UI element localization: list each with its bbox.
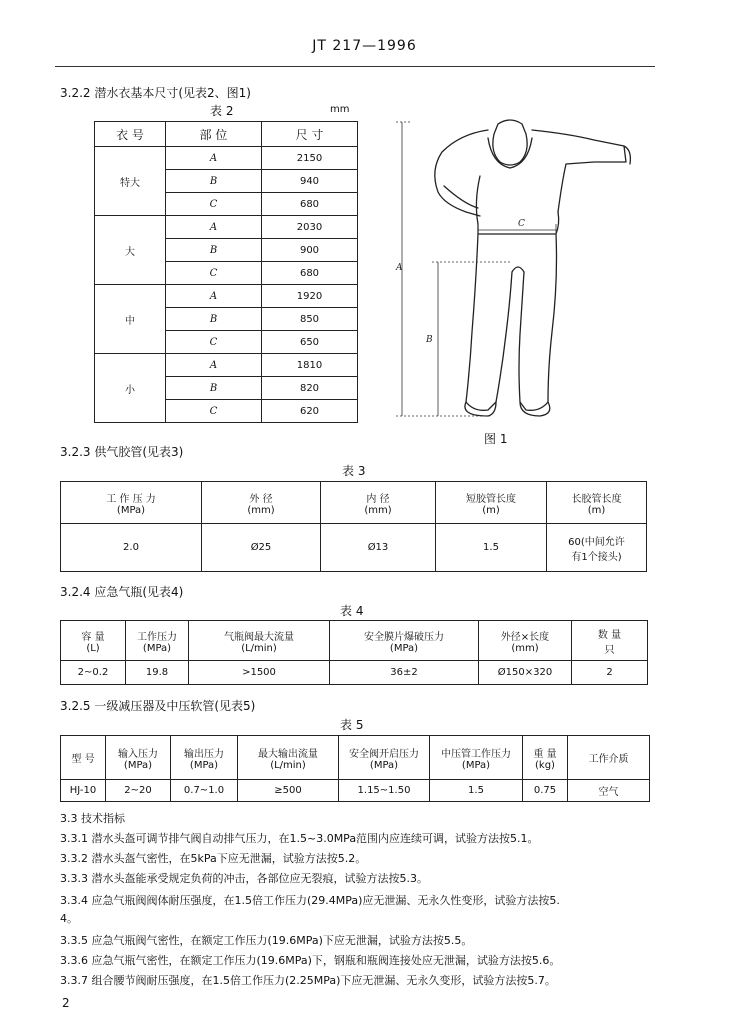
spec-3-3-4-continued: 4。 — [60, 912, 78, 925]
t3-header-unit: (mm) — [364, 504, 392, 516]
t3-header-unit: (MPa) — [116, 504, 146, 516]
t3-header: 工 作 压 力 — [106, 493, 156, 505]
t3-header: 外 径 — [249, 493, 273, 505]
standard-number-header: JT 217—1996 — [312, 38, 417, 54]
t4-header-unit: 只 — [604, 644, 615, 656]
t3-cell: Ø13 — [321, 524, 436, 572]
t5-header: 型 号 — [71, 754, 95, 765]
suit-right-leg-outer — [466, 234, 512, 410]
spec-3-3-2: 3.3.2 潜水头盔气密性，在5kPa下应无泄漏，试验方法按5.2。 — [60, 852, 367, 865]
t2-value: 820 — [262, 377, 358, 400]
t2-value: 2030 — [262, 216, 358, 239]
t2-header: 衣 号 — [95, 122, 166, 147]
t4-cell: 2~0.2 — [61, 661, 126, 685]
t2-value: 940 — [262, 170, 358, 193]
table4 — [60, 620, 648, 685]
t5-cell: 空气 — [568, 780, 650, 802]
section-3-2-4-heading: 3.2.4 应急气瓶(见表4) — [60, 585, 184, 599]
t2-value: 680 — [262, 193, 358, 216]
t5-header: 安全阀开启压力 — [349, 748, 419, 760]
t5-header-unit: (kg) — [535, 759, 555, 771]
t4-cell: 2 — [572, 661, 648, 685]
t2-header: 尺 寸 — [262, 122, 358, 147]
t2-header: 部 位 — [166, 122, 262, 147]
t2-value: 900 — [262, 239, 358, 262]
t4-header: 安全膜片爆破压力 — [364, 631, 444, 643]
t2-value: 2150 — [262, 147, 358, 170]
table5-caption: 表 5 — [340, 718, 364, 732]
table2-unit: mm — [330, 104, 350, 115]
t5-header-unit: (MPa) — [461, 759, 491, 771]
section-3-2-3-heading: 3.2.3 供气胶管(见表3) — [60, 445, 184, 459]
t5-header-unit: (MPa) — [123, 759, 153, 771]
spec-3-3-1: 3.3.1 潜水头盔可调节排气阀自动排气压力，在1.5~3.0MPa范围内应连续可调，试验方法按5.1。 — [60, 832, 539, 845]
diving-suit-figure — [380, 112, 660, 424]
t5-cell: 0.7~1.0 — [171, 780, 238, 802]
t2-size: 特大 — [95, 147, 166, 216]
spec-3-3-4: 3.3.4 应急气瓶阀阀体耐压强度，在1.5倍工作压力(29.4MPa)应无泄漏、无永久性变形，试验方法按5. — [60, 894, 560, 907]
t5-header-unit: (MPa) — [189, 759, 219, 771]
t2-value: 1920 — [262, 285, 358, 308]
t3-cell: Ø25 — [202, 524, 321, 572]
t2-part: C — [166, 262, 262, 285]
t4-cell: >1500 — [189, 661, 330, 685]
t2-part: A — [166, 147, 262, 170]
suit-crotch — [512, 267, 524, 272]
t2-part: A — [166, 354, 262, 377]
t2-part: A — [166, 285, 262, 308]
t5-cell: 1.5 — [430, 780, 523, 802]
t4-header-unit: (L) — [86, 642, 100, 654]
spec-3-3-3: 3.3.3 潜水头盔能承受规定负荷的冲击，各部位应无裂痕，试验方法按5.3。 — [60, 872, 428, 885]
figure-label-b: B — [426, 335, 433, 345]
t5-header: 输入压力 — [118, 748, 158, 760]
suit-collar-outline — [493, 120, 527, 165]
figure1-caption: 图 1 — [484, 432, 508, 446]
t3-header: 短胶管长度 — [466, 493, 516, 505]
suit-right-forearm — [444, 186, 478, 208]
suit-torso-left — [556, 212, 559, 234]
t2-part: C — [166, 400, 262, 423]
spec-3-3-7: 3.3.7 组合腰节阀耐压强度，在1.5倍工作压力(2.25MPa)下应无泄漏、无永久变形，试验方法按5.7。 — [60, 974, 556, 987]
table5 — [60, 735, 650, 802]
t5-header: 工作介质 — [588, 754, 629, 765]
t2-part: B — [166, 239, 262, 262]
t2-part: C — [166, 193, 262, 216]
figure-label-c: C — [518, 219, 525, 229]
t4-cell: Ø150×320 — [479, 661, 572, 685]
t2-value: 680 — [262, 262, 358, 285]
page-number: 2 — [62, 996, 70, 1010]
section-3-2-2-heading: 3.2.2 潜水衣基本尺寸(见表2、图1) — [60, 86, 251, 100]
t4-header: 容 量 — [81, 631, 105, 643]
t4-header: 气瓶阀最大流量 — [224, 631, 294, 643]
t2-part: B — [166, 170, 262, 193]
table2 — [94, 121, 358, 423]
header-rule — [55, 66, 655, 67]
t3-header: 长胶管长度 — [571, 493, 622, 505]
t2-value: 850 — [262, 308, 358, 331]
t2-value: 650 — [262, 331, 358, 354]
t5-header: 中压管工作压力 — [441, 748, 511, 760]
figure-label-a: A — [396, 263, 403, 273]
t2-size: 小 — [95, 354, 166, 423]
t5-cell: ≥500 — [238, 780, 339, 802]
t5-cell: 2~20 — [106, 780, 171, 802]
t2-size: 大 — [95, 216, 166, 285]
t4-header-unit: (MPa) — [389, 642, 419, 654]
t2-part: C — [166, 331, 262, 354]
table4-caption: 表 4 — [340, 604, 364, 618]
t2-part: B — [166, 308, 262, 331]
t5-cell: 0.75 — [523, 780, 568, 802]
spec-3-3-6: 3.3.6 应急气瓶气密性，在额定工作压力(19.6MPa)下，钢瓶和瓶阀连接处应无泄漏，试验方法按5.6。 — [60, 954, 561, 967]
table3 — [60, 481, 647, 572]
t3-cell: 1.5 — [436, 524, 547, 572]
t3-cell: 有1个接头) — [571, 551, 622, 563]
t4-header-unit: (mm) — [511, 642, 539, 654]
t4-header: 外径×长度 — [500, 631, 550, 643]
t2-part: A — [166, 216, 262, 239]
t4-header-unit: (MPa) — [142, 642, 172, 654]
table2-caption: 表 2 — [210, 104, 234, 118]
spec-3-3-5: 3.3.5 应急气瓶阀气密性，在额定工作压力(19.6MPa)下应无泄漏，试验方法按5.5。 — [60, 934, 473, 947]
t4-header: 数 量 — [597, 629, 622, 641]
t5-cell: 1.15~1.50 — [339, 780, 430, 802]
suit-right-arm — [435, 130, 488, 216]
t2-value: 1810 — [262, 354, 358, 377]
t5-header: 重 量 — [533, 748, 557, 760]
t4-header: 工作压力 — [137, 631, 177, 643]
t4-cell: 36±2 — [330, 661, 479, 685]
t2-part: B — [166, 377, 262, 400]
suit-left-leg-outer — [519, 234, 557, 410]
t3-header-unit: (m) — [482, 504, 500, 516]
t3-cell: 2.0 — [61, 524, 202, 572]
section-3-2-5-heading: 3.2.5 一级减压器及中压软管(见表5) — [60, 699, 256, 713]
t2-size: 中 — [95, 285, 166, 354]
t3-header-unit: (m) — [587, 504, 606, 516]
t3-header-unit: (mm) — [247, 504, 275, 516]
section-3-3-heading: 3.3 技术指标 — [60, 812, 125, 825]
t5-header: 最大输出流量 — [258, 748, 318, 760]
t5-header-unit: (MPa) — [369, 759, 399, 771]
t4-cell: 19.8 — [126, 661, 189, 685]
t5-header-unit: (L/min) — [270, 759, 306, 771]
t5-header: 输出压力 — [184, 748, 224, 760]
t2-value: 620 — [262, 400, 358, 423]
t3-cell: 60(中间允许 — [568, 536, 625, 548]
table3-caption: 表 3 — [342, 464, 366, 478]
t4-header-unit: (L/min) — [241, 642, 277, 654]
suit-left-arm — [532, 130, 626, 212]
suit-right-boot — [465, 402, 496, 416]
t5-cell: HJ-10 — [61, 780, 106, 802]
t3-header: 内 径 — [366, 493, 390, 505]
